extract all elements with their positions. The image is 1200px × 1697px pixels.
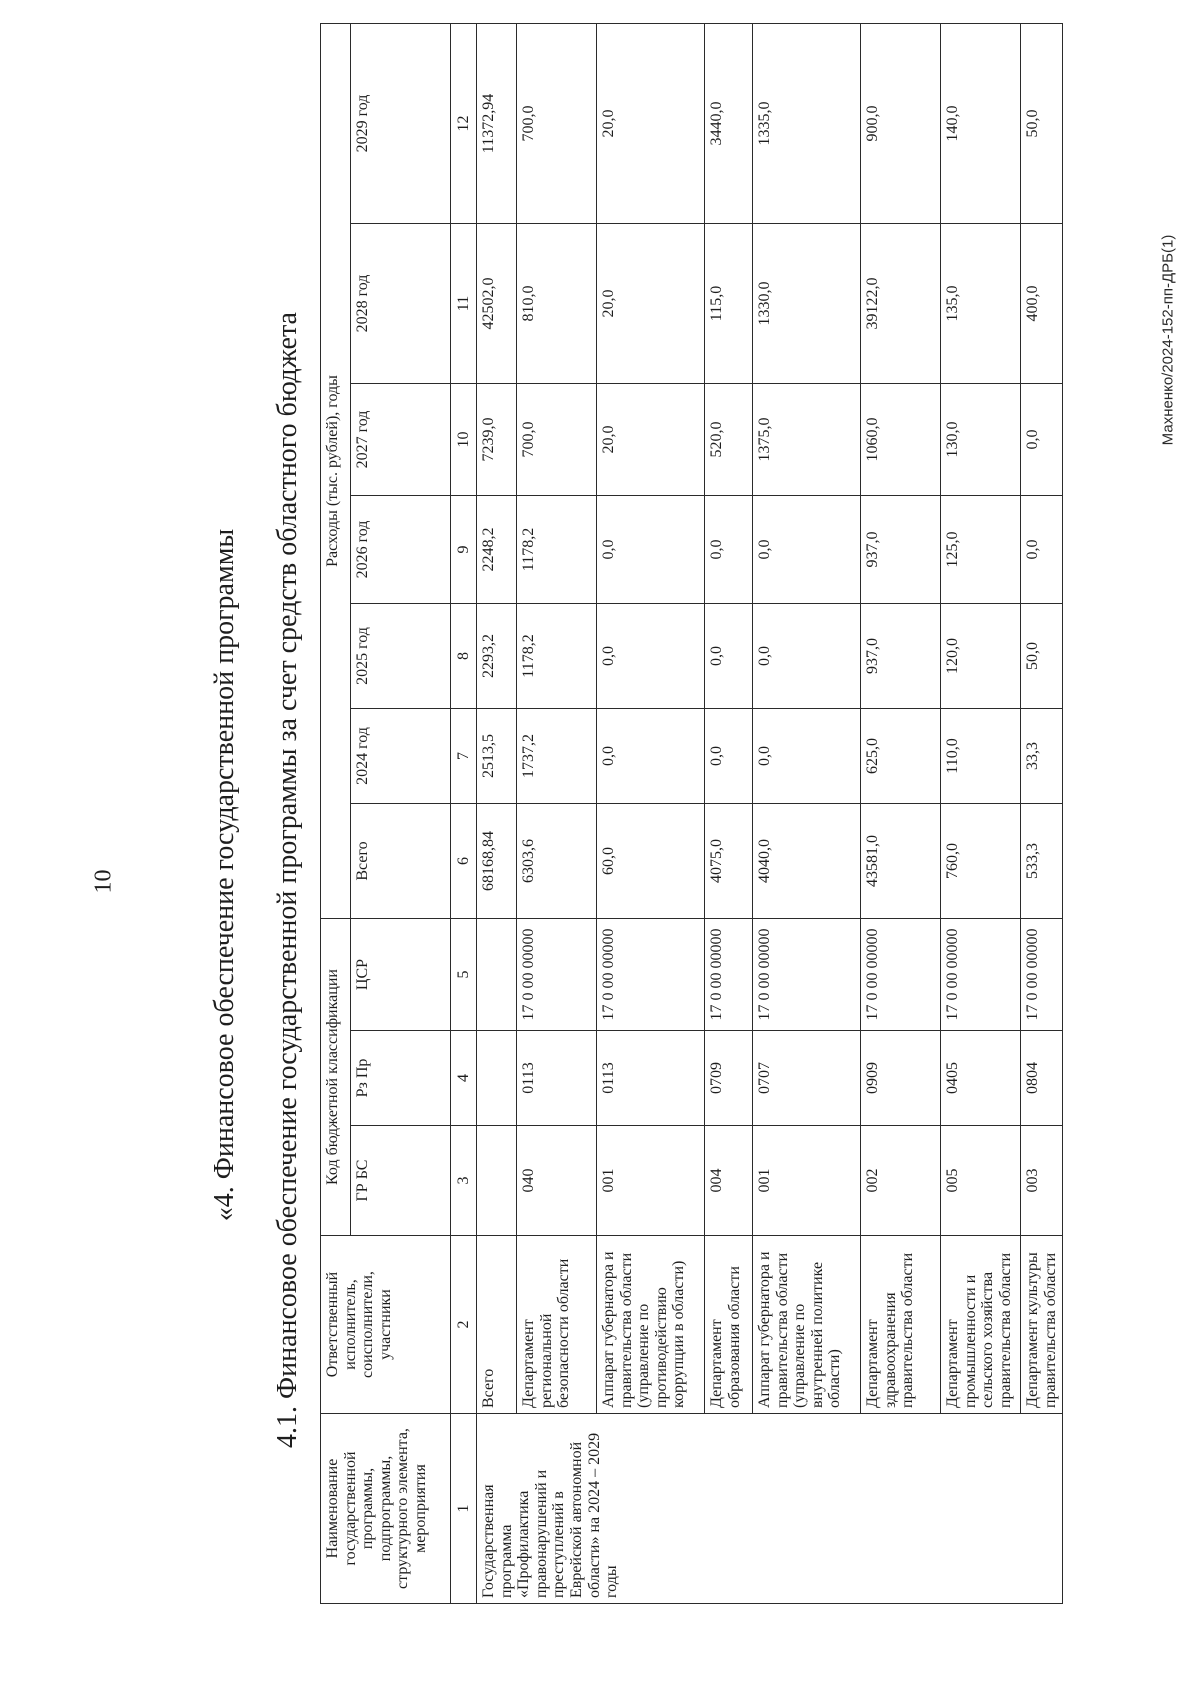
y2028-cell: 20,0 xyxy=(597,224,705,384)
y2026-cell: 0,0 xyxy=(753,496,861,604)
y2024-cell: 0,0 xyxy=(705,709,753,804)
y2026-cell: 937,0 xyxy=(861,496,941,604)
grbs-cell: 003 xyxy=(1021,1126,1063,1236)
subsection-heading: 4.1. Финансовое обеспечение государственной программы за счет средств областного бюджета xyxy=(272,312,303,1448)
column-number: 2 xyxy=(451,1236,477,1414)
y2024-cell: 625,0 xyxy=(861,709,941,804)
financing-table-container xyxy=(320,24,1060,1604)
y2028-cell: 810,0 xyxy=(517,224,597,384)
page-number: 10 xyxy=(90,869,117,894)
y2027-cell: 1375,0 xyxy=(753,384,861,496)
table-row xyxy=(517,24,597,1604)
csr-cell: 17 0 00 00000 xyxy=(941,919,1021,1031)
column-numbers-row xyxy=(451,24,477,1604)
y2029-cell: 700,0 xyxy=(517,24,597,224)
table-row xyxy=(941,24,1021,1604)
y2025-cell: 1178,2 xyxy=(517,604,597,709)
y2028-cell: 39122,0 xyxy=(861,224,941,384)
y2028-cell: 400,0 xyxy=(1021,224,1063,384)
y2027-cell: 7239,0 xyxy=(477,384,517,496)
total-cell: 43581,0 xyxy=(861,804,941,919)
y2025-cell: 0,0 xyxy=(705,604,753,709)
rzpr-cell: 0804 xyxy=(1021,1031,1063,1126)
header-csr: ЦСР xyxy=(351,919,451,1031)
header-2025: 2025 год xyxy=(351,604,451,709)
y2028-cell: 42502,0 xyxy=(477,224,517,384)
executor-cell: Департамент региональной безопасности области xyxy=(517,1236,597,1414)
header-2029: 2029 год xyxy=(351,24,451,224)
grbs-cell: 005 xyxy=(941,1126,1021,1236)
csr-cell xyxy=(477,919,517,1031)
total-cell: 6303,6 xyxy=(517,804,597,919)
y2029-cell: 900,0 xyxy=(861,24,941,224)
y2029-cell: 1335,0 xyxy=(753,24,861,224)
csr-cell: 17 0 00 00000 xyxy=(597,919,705,1031)
y2024-cell: 33,3 xyxy=(1021,709,1063,804)
y2026-cell: 2248,2 xyxy=(477,496,517,604)
y2029-cell: 3440,0 xyxy=(705,24,753,224)
table-row xyxy=(597,24,705,1604)
column-number: 1 xyxy=(451,1414,477,1604)
column-number: 10 xyxy=(451,384,477,496)
header-total: Всего xyxy=(351,804,451,919)
column-number: 5 xyxy=(451,919,477,1031)
y2028-cell: 115,0 xyxy=(705,224,753,384)
grbs-cell xyxy=(477,1126,517,1236)
y2026-cell: 0,0 xyxy=(597,496,705,604)
csr-cell: 17 0 00 00000 xyxy=(705,919,753,1031)
y2025-cell: 0,0 xyxy=(597,604,705,709)
grbs-cell: 004 xyxy=(705,1126,753,1236)
financing-table xyxy=(320,23,1063,1604)
y2024-cell: 1737,2 xyxy=(517,709,597,804)
y2026-cell: 125,0 xyxy=(941,496,1021,604)
rzpr-cell: 0405 xyxy=(941,1031,1021,1126)
header-2027: 2027 год xyxy=(351,384,451,496)
csr-cell: 17 0 00 00000 xyxy=(1021,919,1063,1031)
y2029-cell: 50,0 xyxy=(1021,24,1063,224)
total-cell: 760,0 xyxy=(941,804,1021,919)
y2025-cell: 2293,2 xyxy=(477,604,517,709)
executor-cell: Аппарат губернатора и правительства области (управление по внутренней политике области) xyxy=(753,1236,861,1414)
y2027-cell: 130,0 xyxy=(941,384,1021,496)
header-2024: 2024 год xyxy=(351,709,451,804)
column-number: 9 xyxy=(451,496,477,604)
total-cell: 533,3 xyxy=(1021,804,1063,919)
y2025-cell: 0,0 xyxy=(753,604,861,709)
y2025-cell: 937,0 xyxy=(861,604,941,709)
y2029-cell: 20,0 xyxy=(597,24,705,224)
column-number: 8 xyxy=(451,604,477,709)
y2027-cell: 20,0 xyxy=(597,384,705,496)
table-row xyxy=(477,24,517,1604)
rzpr-cell: 0113 xyxy=(517,1031,597,1126)
executor-cell: Департамент промышленности и сельского хозяйства правительства области xyxy=(941,1236,1021,1414)
header-2026: 2026 год xyxy=(351,496,451,604)
y2027-cell: 0,0 xyxy=(1021,384,1063,496)
grbs-cell: 002 xyxy=(861,1126,941,1236)
y2026-cell: 0,0 xyxy=(705,496,753,604)
csr-cell: 17 0 00 00000 xyxy=(753,919,861,1031)
csr-cell: 17 0 00 00000 xyxy=(517,919,597,1031)
grbs-cell: 001 xyxy=(597,1126,705,1236)
y2024-cell: 0,0 xyxy=(753,709,861,804)
y2029-cell: 140,0 xyxy=(941,24,1021,224)
grbs-cell: 040 xyxy=(517,1126,597,1236)
rzpr-cell: 0709 xyxy=(705,1031,753,1126)
y2029-cell: 11372,94 xyxy=(477,24,517,224)
column-number: 3 xyxy=(451,1126,477,1236)
executor-cell: Аппарат губернатора и правительства области (управление по противодействию коррупции в области) xyxy=(597,1236,705,1414)
section-heading: «4. Финансовое обеспечение государственной программы xyxy=(209,528,240,1222)
table-row xyxy=(1021,24,1063,1604)
document-code: Махненко/2024-152-пп-ДРБ(1) xyxy=(1159,234,1177,446)
y2024-cell: 2513,5 xyxy=(477,709,517,804)
header-name: Наименование государственной программы, подпрограммы, структурного элемента, мероприятия xyxy=(321,1414,451,1604)
total-cell: 60,0 xyxy=(597,804,705,919)
column-number: 11 xyxy=(451,224,477,384)
column-number: 4 xyxy=(451,1031,477,1126)
column-number: 6 xyxy=(451,804,477,919)
executor-cell: Департамент культуры правительства области xyxy=(1021,1236,1063,1414)
header-expenses: Расходы (тыс. рублей), годы xyxy=(321,24,351,919)
total-cell: 4040,0 xyxy=(753,804,861,919)
total-cell: 4075,0 xyxy=(705,804,753,919)
table-row xyxy=(861,24,941,1604)
y2024-cell: 110,0 xyxy=(941,709,1021,804)
table-row xyxy=(753,24,861,1604)
header-budget-code: Код бюджетной классификации xyxy=(321,919,351,1236)
rzpr-cell: 0113 xyxy=(597,1031,705,1126)
header-grbs: ГР БС xyxy=(351,1126,451,1236)
rzpr-cell: 0707 xyxy=(753,1031,861,1126)
y2026-cell: 0,0 xyxy=(1021,496,1063,604)
total-cell: 68168,84 xyxy=(477,804,517,919)
program-name-cell: Государственная программа «Профилактика правонарушений и преступлений в Еврейской автономной области» на 2024 – 2029 годы xyxy=(477,1414,1063,1604)
y2028-cell: 1330,0 xyxy=(753,224,861,384)
rzpr-cell: 0909 xyxy=(861,1031,941,1126)
csr-cell: 17 0 00 00000 xyxy=(861,919,941,1031)
column-number: 7 xyxy=(451,709,477,804)
rzpr-cell xyxy=(477,1031,517,1126)
header-2028: 2028 год xyxy=(351,224,451,384)
y2027-cell: 700,0 xyxy=(517,384,597,496)
y2026-cell: 1178,2 xyxy=(517,496,597,604)
table-row xyxy=(705,24,753,1604)
y2027-cell: 520,0 xyxy=(705,384,753,496)
y2024-cell: 0,0 xyxy=(597,709,705,804)
column-number: 12 xyxy=(451,24,477,224)
header-executor: Ответственный исполнитель, соисполнители, участники xyxy=(321,1236,451,1414)
y2025-cell: 120,0 xyxy=(941,604,1021,709)
executor-cell: Департамент образования области xyxy=(705,1236,753,1414)
executor-cell: Департамент здравоохранения правительства области xyxy=(861,1236,941,1414)
y2025-cell: 50,0 xyxy=(1021,604,1063,709)
grbs-cell: 001 xyxy=(753,1126,861,1236)
y2028-cell: 135,0 xyxy=(941,224,1021,384)
header-rzpr: Рз Пр xyxy=(351,1031,451,1126)
y2027-cell: 1060,0 xyxy=(861,384,941,496)
executor-cell: Всего xyxy=(477,1236,517,1414)
